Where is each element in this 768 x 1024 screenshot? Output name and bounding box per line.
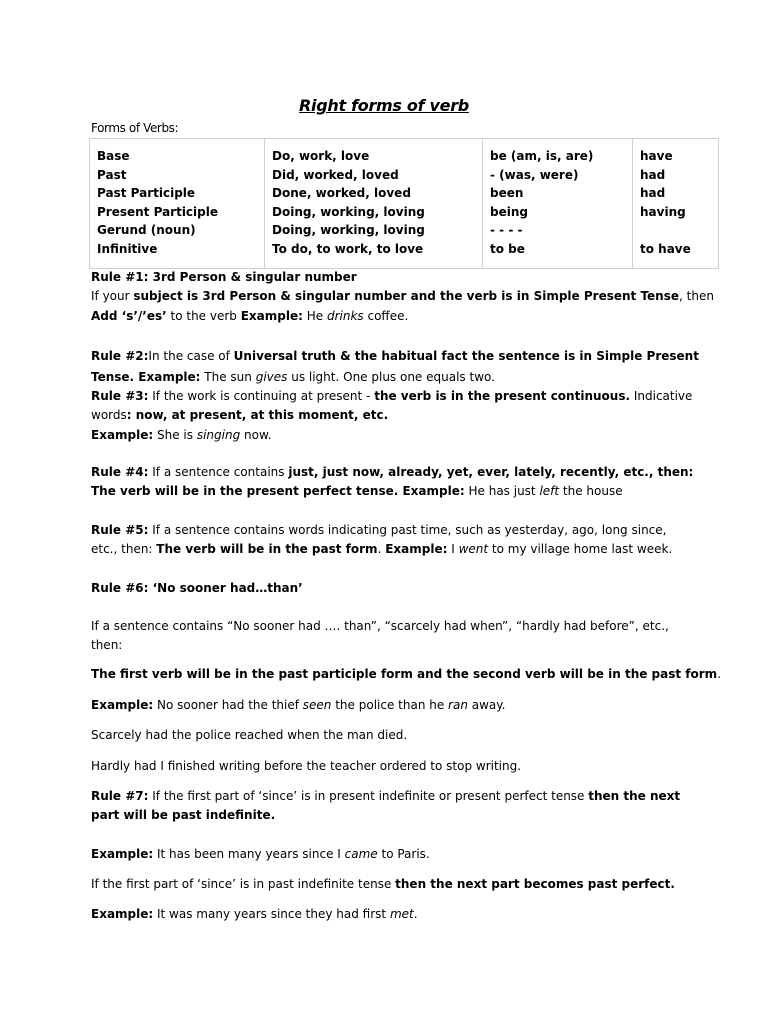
text: The sun xyxy=(200,370,256,385)
text-italic: seen xyxy=(302,698,332,712)
text: In the case of xyxy=(148,349,234,363)
rule-4-line-2 xyxy=(91,482,731,501)
text: It was many years since they had first xyxy=(153,907,390,921)
text: then: xyxy=(91,638,123,653)
rule-5-line-2 xyxy=(91,540,731,559)
rule-7-line-2: part will be past indefinite. xyxy=(91,808,276,823)
rule-6-heading: Rule #6: ‘No sooner had…than’ xyxy=(91,581,303,595)
rule-1-line-1 xyxy=(91,287,731,306)
text-bold: then the next xyxy=(588,789,681,803)
text: now. xyxy=(240,427,272,442)
rule-label: Rule #3: xyxy=(91,389,149,403)
text-bold: : now, at present, at this moment, etc. xyxy=(126,408,389,423)
cell-line: To do, to work, to love xyxy=(272,241,424,256)
table-cell-have xyxy=(633,139,719,269)
example-label: Example: xyxy=(91,698,154,712)
example-label: Example: xyxy=(91,847,154,861)
text-italic: gives xyxy=(255,370,288,385)
text-bold: Universal truth & the habitual fact the sentence is in Simple Present xyxy=(233,349,699,363)
text: , then xyxy=(679,289,714,304)
text: If a sentence contains xyxy=(148,465,289,479)
text: He has just xyxy=(464,484,540,499)
text: the house xyxy=(559,484,623,499)
text-italic: went xyxy=(458,542,489,557)
text: He xyxy=(302,308,327,323)
rule-4 xyxy=(91,463,731,502)
text-bold: Tense. Example: xyxy=(91,370,201,385)
example-label: Example: xyxy=(240,308,303,323)
cell-line: - - - - xyxy=(490,223,523,238)
rule-2-line-1 xyxy=(91,347,731,366)
rule-6-sentence-1: Scarcely had the police reached when the man died. xyxy=(91,728,408,742)
rule-label: Rule #2: xyxy=(91,349,149,363)
cell-line: Infinitive xyxy=(97,241,158,256)
text-italic: left xyxy=(539,484,560,499)
cell-line: be (am, is, are) xyxy=(490,149,594,163)
cell-line: Gerund (noun) xyxy=(97,223,196,238)
example-label: Example: xyxy=(91,907,154,921)
section-subtitle: Forms of Verbs: xyxy=(91,121,179,135)
text: If your xyxy=(91,289,134,304)
text: . xyxy=(413,907,418,921)
example-label: Example: xyxy=(385,542,448,557)
cell-line: Base xyxy=(97,149,130,163)
rule-label: Rule #5: xyxy=(91,523,149,537)
rule-3-line-1 xyxy=(91,387,731,406)
rule-3 xyxy=(91,387,731,445)
text: I xyxy=(447,542,459,557)
cell-line: Doing, working, loving xyxy=(272,204,425,219)
rule-3-line-2 xyxy=(91,406,731,425)
text: If a sentence contains “No sooner had …. than”, “scarcely had when”, “hardly had before”, etc., xyxy=(91,619,669,633)
rule-label: Rule #7: xyxy=(91,789,149,803)
text: If a sentence contains words indicating past time, such as yesterday, ago, long since, xyxy=(148,523,667,537)
text-bold: then the next part becomes past perfect. xyxy=(395,877,675,891)
cell-line: Do, work, love xyxy=(272,149,370,163)
cell-line: have xyxy=(640,149,673,163)
text: . xyxy=(377,542,386,557)
text: It has been many years since I xyxy=(153,847,345,861)
rule-2-line-2 xyxy=(91,368,731,387)
text: words xyxy=(91,408,127,423)
text-italic: singing xyxy=(196,427,241,442)
text: away. xyxy=(467,698,506,712)
text: If the first part of ‘since’ is in past indefinite tense xyxy=(91,877,396,891)
rule-7 xyxy=(91,787,731,826)
text-bold: subject is 3rd Person & singular number and the verb is in Simple Present Tense xyxy=(133,289,679,304)
cell-line: had xyxy=(640,186,666,201)
rule-1-line-2 xyxy=(91,307,731,326)
cell-line: Doing, working, loving xyxy=(272,223,425,238)
verb-forms-table xyxy=(89,138,719,269)
table-cell-forms xyxy=(90,139,265,269)
cell-line: - (was, were) xyxy=(490,167,579,182)
rule-5 xyxy=(91,521,731,560)
rule-3-line-3 xyxy=(91,426,731,445)
cell-line: Past Participle xyxy=(97,186,196,201)
rule-6-paragraph-2 xyxy=(91,665,731,684)
rule-7-example-1 xyxy=(91,845,731,864)
text: the police than he xyxy=(331,698,449,712)
rule-1-heading: Rule #1: 3rd Person & singular number xyxy=(91,270,357,284)
rule-label: Rule #4: xyxy=(91,465,149,479)
rule-6-sentence-2: Hardly had I finished writing before the teacher ordered to stop writing. xyxy=(91,759,522,773)
text: to the verb xyxy=(166,308,241,323)
table-cell-be xyxy=(483,139,633,269)
cell-line: Present Participle xyxy=(97,204,218,219)
cell-line: been xyxy=(490,186,524,201)
cell-line: to have xyxy=(640,241,691,256)
table-row xyxy=(90,139,719,269)
text: to Paris. xyxy=(377,847,430,861)
text: She is xyxy=(153,427,197,442)
cell-line: Done, worked, loved xyxy=(272,186,411,201)
rule-7-paragraph-2 xyxy=(91,875,731,894)
text: us light. One plus one equals two. xyxy=(287,370,495,385)
text: . xyxy=(717,667,722,681)
text: No sooner had the thief xyxy=(153,698,303,712)
text-italic: ran xyxy=(448,698,468,712)
page-title: Right forms of verb xyxy=(299,96,469,115)
example-label: Example: xyxy=(91,427,154,442)
text-bold: just, just now, already, yet, ever, lately, recently, etc., then: xyxy=(288,465,694,479)
cell-line: Did, worked, loved xyxy=(272,167,399,182)
cell-line xyxy=(640,221,712,240)
rule-2 xyxy=(91,347,731,388)
text-bold: The verb will be in the past form xyxy=(156,542,378,557)
cell-line: having xyxy=(640,204,686,219)
cell-line: Past xyxy=(97,167,127,182)
text-italic: met xyxy=(389,907,414,921)
text: etc., then: xyxy=(91,542,157,557)
rule-6-example xyxy=(91,696,731,715)
text-bold: the verb is in the present continuous. xyxy=(374,389,631,403)
text: coffee. xyxy=(363,308,409,323)
rule-7-line-1 xyxy=(91,787,731,806)
text: If the work is continuing at present - xyxy=(148,389,375,403)
text-italic: came xyxy=(344,847,378,861)
text: Indicative xyxy=(630,389,693,403)
cell-line: being xyxy=(490,204,528,219)
rule-4-line-1 xyxy=(91,463,731,482)
text-bold: The first verb will be in the past participle form and the second verb will be in the past form xyxy=(91,667,718,681)
text-italic: drinks xyxy=(326,308,364,323)
cell-line: to be xyxy=(490,241,525,256)
text-bold: The verb will be in the present perfect tense. Example: xyxy=(91,484,465,499)
rule-7-example-2 xyxy=(91,905,731,924)
cell-line: had xyxy=(640,167,666,182)
rule-5-line-1 xyxy=(91,521,731,540)
rule-6-paragraph-1 xyxy=(91,617,731,656)
rule-1 xyxy=(91,268,731,326)
text: If the first part of ‘since’ is in present indefinite or present perfect tense xyxy=(148,789,589,803)
text-bold: Add ‘s’/’es’ xyxy=(91,308,167,323)
table-cell-examples xyxy=(265,139,483,269)
text: to my village home last week. xyxy=(488,542,673,557)
